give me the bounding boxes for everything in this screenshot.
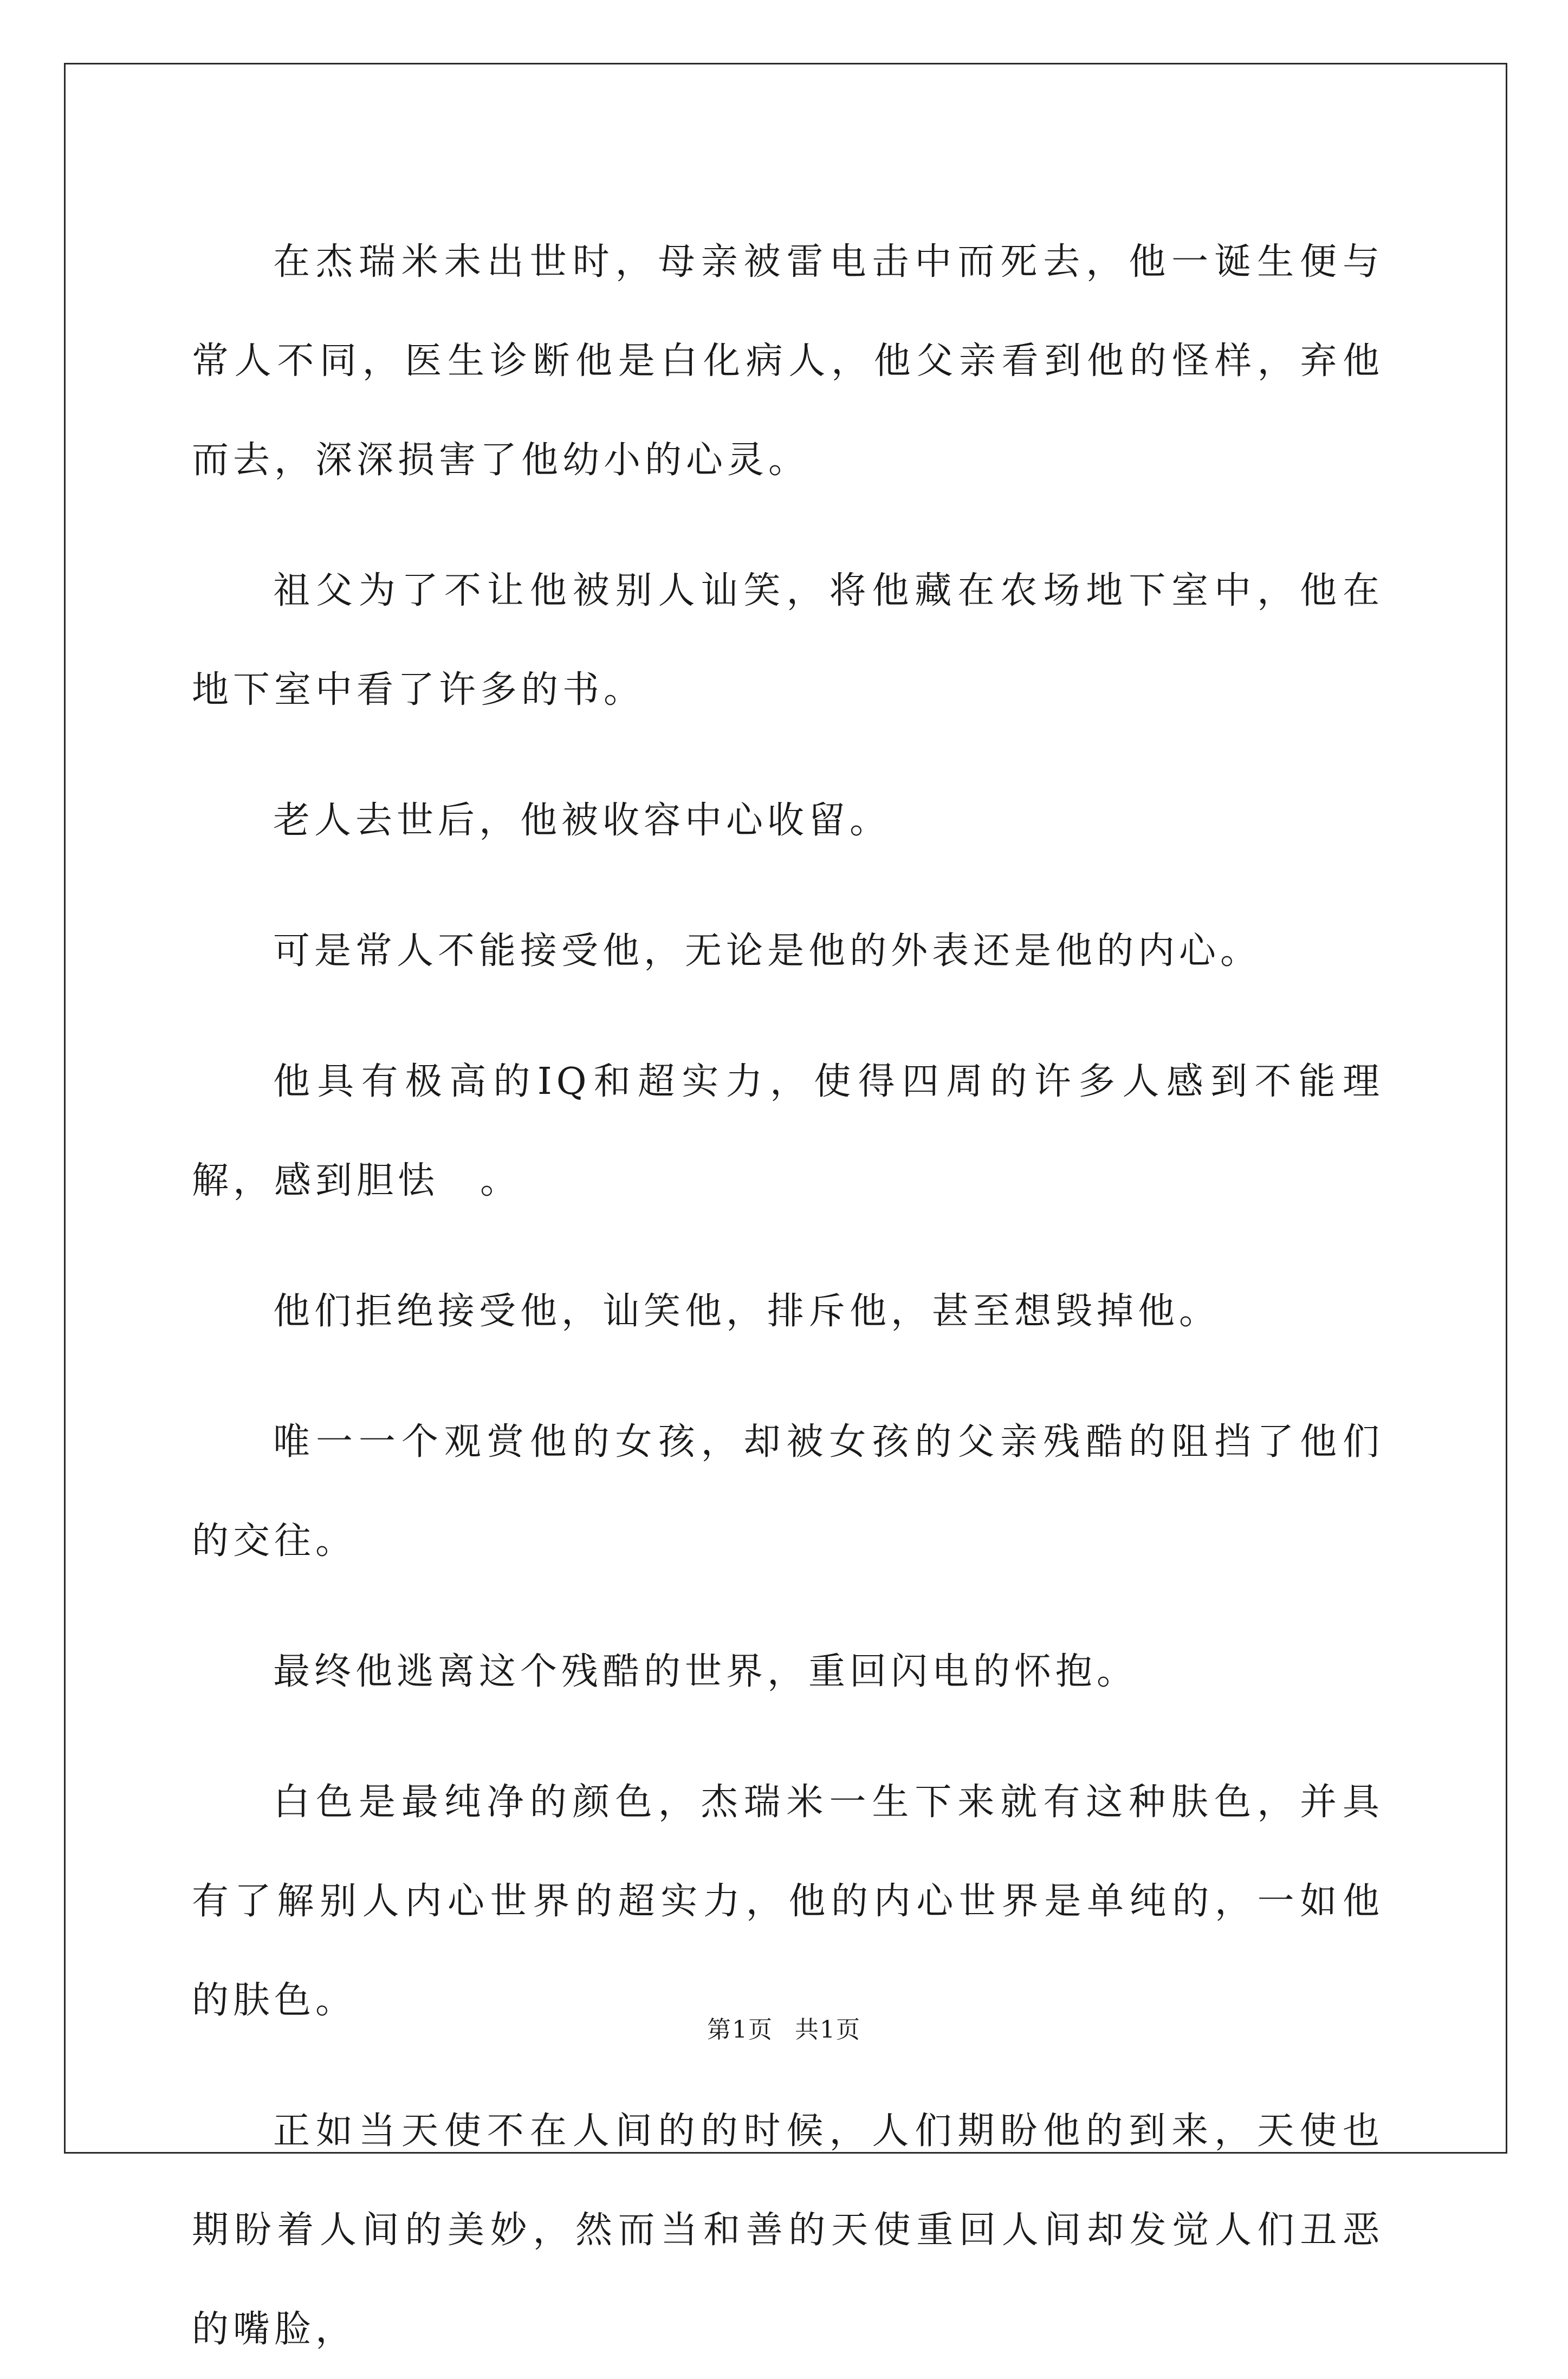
page-number: 第1页 — [707, 2016, 773, 2044]
paragraph-5: 他具有极高的IQ和超实力，使得四周的许多人感到不能理解，感到胆怯 。 — [192, 1060, 1384, 1202]
page-footer — [0, 2010, 1568, 2045]
document-body — [192, 212, 1384, 2379]
paragraph-8: 最终他逃离这个残酷的世界，重回闪电的怀抱。 — [273, 1650, 1138, 1693]
paragraph-4: 可是常人不能接受他，无论是他的外表还是他的内心。 — [273, 930, 1262, 973]
paragraph-2: 祖父为了不让他被别人讪笑，将他藏在农场地下室中，他在地下室中看了许多的书。 — [192, 569, 1384, 711]
paragraph-6: 他们拒绝接受他，讪笑他，排斥他，甚至想毁掉他。 — [273, 1290, 1221, 1333]
paragraph-9: 白色是最纯净的颜色，杰瑞米一生下来就有这种肤色，并具有了解别人内心世界的超实力，他的内心世界是单纯的，一如他的肤色。 — [192, 1781, 1384, 2022]
paragraph-10: 正如当天使不在人间的的时候，人们期盼他的到来，天使也期盼着人间的美妙，然而当和善的天使重回人间却发觉人们丑恶的嘴脸， — [192, 2110, 1384, 2351]
paragraph-7: 唯一一个观赏他的女孩，却被女孩的父亲残酷的阻挡了他们的交往。 — [192, 1421, 1384, 1563]
paragraph-1: 在杰瑞米未出世时，母亲被雷电击中而死去，他一诞生便与常人不同，医生诊断他是白化病人，他父亲看到他的怪样，弃他而去，深深损害了他幼小的心灵。 — [192, 241, 1384, 482]
page-total: 共1页 — [795, 2016, 861, 2044]
paragraph-3: 老人去世后，他被收容中心收留。 — [273, 799, 891, 842]
